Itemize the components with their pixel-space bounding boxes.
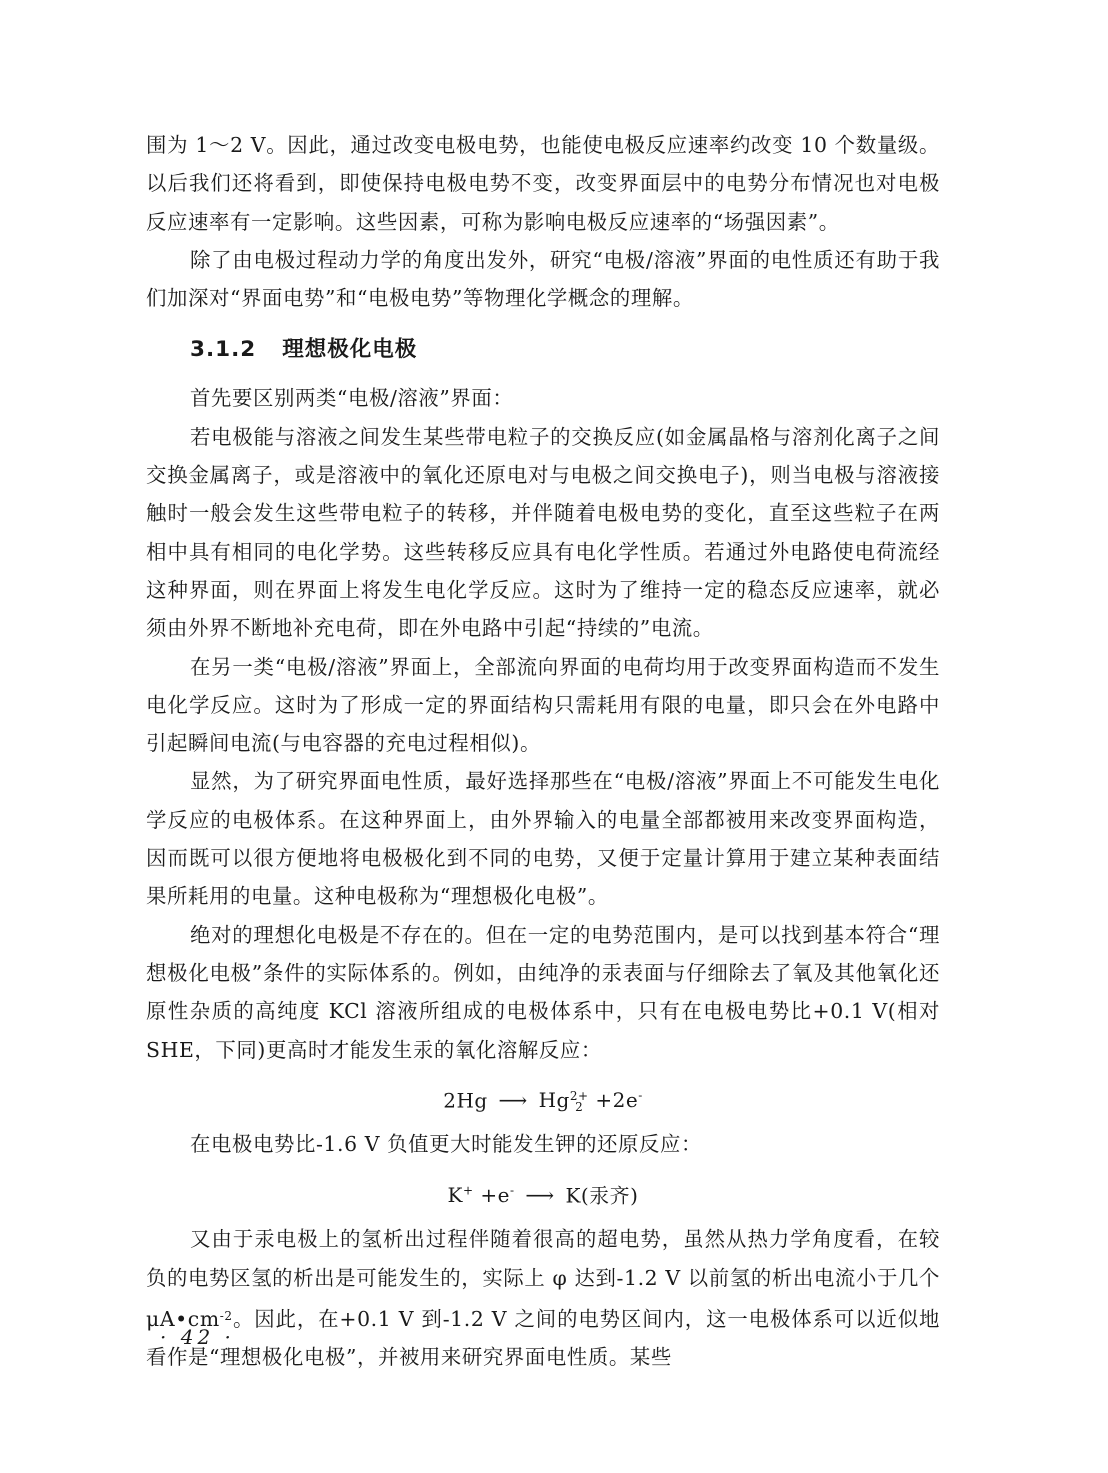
paragraph-9: 又由于汞电极上的氢析出过程伴随着很高的超电势，虽然从热力学角度看，在较负的电势区氢的析出是可能发生的，实际上 φ 达到-1.2 V 以前氢的析出电流小于几个 $\mu A•cm^{-2}$。因此，在+0.1 V 到-1.2 V 之间的电势区间内，这一电极体系可以近似地看作是“理想极化电极”，并被用来研究界面电性质。某些 (146, 1227, 940, 1370)
paragraph-4: 若电极能与溶液之间发生某些带电粒子的交换反应(如金属晶格与溶剂化离子之间交换金属离子，或是溶液中的氧化还原电对与电极之间交换电子)，则当电极与溶液接触时一般会发生这些带电粒子的转移，并伴随着电极电势的变化，直至这些粒子在两相中具有相同的电化学势。这些转移反应具有电化学性质。若通过外电路使电荷流经这种界面，则在界面上将发生电化学反应。这时为了维持一定的稳态反应速率，就必须由外界不断地补充电荷，即在外电路中引起“持续的”电流。 (146, 424, 940, 641)
paragraph-6: 显然，为了研究界面电性质，最好选择那些在“电极/溶液”界面上不可能发生电化学反应的电极体系。在这种界面上，由外界输入的电量全部都被用来改变界面构造，因而既可以很方便地将电极极化到不同的电势，又便于定量计算用于建立某种表面结果所耗用的电量。这种电极称为“理想极化电极”。 (146, 769, 940, 909)
paragraph-3: 首先要区别两类“电极/溶液”界面： (190, 386, 514, 411)
paragraph-7: 绝对的理想化电极是不存在的。但在一定的电势范围内，是可以找到基本符合“理想极化电极”条件的实际体系的。例如，由纯净的汞表面与仔细除去了氧及其他氧化还原性杂质的高纯度 KCl 溶液所组成的电极体系中，只有在电极电势比+0.1 V(相对 SHE，下同)更高时才能发生汞的氧化溶解反应： (146, 922, 940, 1062)
section-number: 3.1.2 (190, 337, 257, 363)
paragraph-2: 除了由电极过程动力学的角度出发外，研究“电极/溶液”界面的电性质还有助于我们加深对“界面电势”和“电极电势”等物理化学概念的理解。 (146, 247, 940, 311)
equation-mercury-oxidation (146, 1079, 940, 1118)
eq1-tail: +2e- (595, 1088, 643, 1113)
paragraph-5: 在另一类“电极/溶液”界面上，全部流向界面的电荷均用于改变界面构造而不发生电化学反应。这时为了形成一定的界面结构只需耗用有限的电量，即只会在外电路中引起瞬间电流(与电容器的充电过程相似)。 (146, 654, 940, 756)
reaction-arrow-icon: ⟶ (498, 1088, 528, 1113)
equation-potassium-reduction (146, 1174, 940, 1213)
eq1-right: Hg 2+ 2 (538, 1088, 589, 1114)
paragraph-1: 围为 1～2 V。因此，通过改变电极电势，也能使电极反应速率约改变 10 个数量级。以后我们还将看到，即使保持电极电势不变，改变界面层中的电势分布情况也对电极反应速率有一定影响。这些因素，可称为影响电极反应速率的“场强因素”。 (146, 133, 940, 234)
page-number: · 42 · (160, 1325, 235, 1349)
eq1-left: 2Hg (443, 1088, 488, 1113)
eq2-left: K+ (447, 1183, 474, 1208)
reaction-arrow-icon: ⟶ (525, 1183, 555, 1208)
section-heading (146, 333, 940, 367)
paragraph-8: 在电极电势比-1.6 V 负值更大时能发生钾的还原反应： (190, 1132, 703, 1157)
page-body (146, 126, 940, 1377)
eq2-right: K(汞齐) (565, 1183, 639, 1208)
section-title: 理想极化电极 (282, 337, 418, 363)
eq2-mid: +e- (480, 1183, 515, 1208)
